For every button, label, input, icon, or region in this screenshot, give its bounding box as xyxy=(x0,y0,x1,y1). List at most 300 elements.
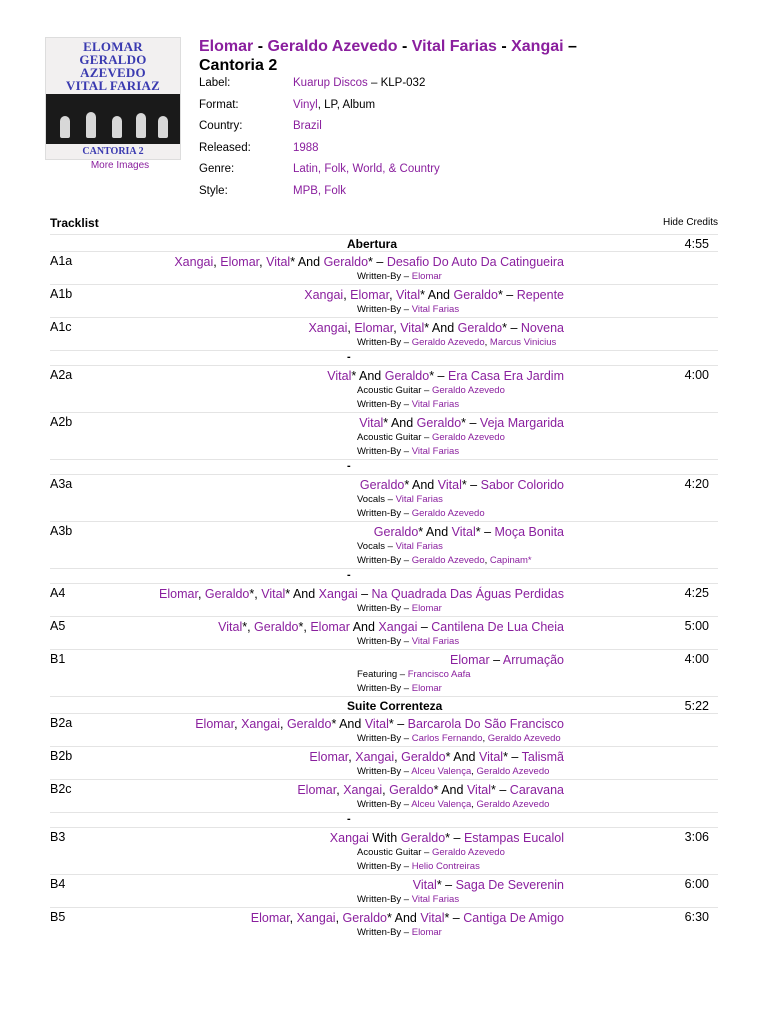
track-artists-title xyxy=(92,586,564,602)
track-credit xyxy=(357,493,718,507)
text: With xyxy=(368,831,401,845)
link[interactable]: Vital xyxy=(420,911,445,925)
credit-role: Written-By – xyxy=(357,603,412,614)
text: * – xyxy=(491,783,510,797)
link[interactable]: Elomar xyxy=(354,321,394,335)
track-position: B2a xyxy=(50,716,73,730)
more-images-link[interactable]: More Images xyxy=(90,160,150,171)
text: * And xyxy=(387,911,421,925)
credit-role: Acoustic Guitar – xyxy=(357,847,432,858)
detail-label: Country: xyxy=(199,120,243,133)
credit-role: Written-By – xyxy=(357,683,412,694)
link[interactable]: Geraldo xyxy=(400,831,446,845)
link[interactable]: MPB, Folk xyxy=(293,184,347,197)
track-artists-title xyxy=(92,877,564,893)
track-credit xyxy=(357,303,718,317)
text: , xyxy=(280,717,287,731)
text: * – xyxy=(475,525,495,539)
track-row xyxy=(50,251,718,284)
link[interactable]: Veja Margarida xyxy=(479,416,564,430)
detail-label: Format: xyxy=(199,98,239,111)
track-position: A5 xyxy=(50,619,66,633)
credit-name-link[interactable]: Francisco Aafa xyxy=(407,669,471,680)
link[interactable]: Elomar xyxy=(195,717,235,731)
link[interactable]: Xangai xyxy=(296,911,336,925)
track-row xyxy=(50,474,718,521)
detail-row xyxy=(199,142,440,164)
link[interactable]: Era Casa Era Jardim xyxy=(447,369,564,383)
release-details xyxy=(199,77,440,207)
credit-name-link[interactable]: Vital Farias xyxy=(395,541,443,552)
track-artists-title xyxy=(92,287,564,303)
title-separator: - xyxy=(253,38,268,55)
text: – xyxy=(417,620,432,634)
text: , xyxy=(343,288,351,302)
track-position: A1c xyxy=(50,320,72,334)
text: , xyxy=(234,717,242,731)
track-row xyxy=(50,284,718,317)
credit-role: Written-By – xyxy=(357,799,412,810)
track-credit xyxy=(357,732,718,746)
track-duration: 5:22 xyxy=(684,699,709,713)
track-artists-title xyxy=(92,477,564,493)
heading-title: - xyxy=(347,813,351,825)
credit-name-link[interactable]: Vital Farias xyxy=(411,894,460,905)
link[interactable]: Vital xyxy=(400,321,425,335)
track-duration: 4:25 xyxy=(684,586,709,600)
track-artists-title xyxy=(92,782,564,798)
text: * And xyxy=(433,783,467,797)
track-row xyxy=(50,412,718,459)
track-row xyxy=(50,583,718,616)
text: * – xyxy=(461,416,480,430)
link[interactable]: Novena xyxy=(520,321,564,335)
link[interactable]: Elomar xyxy=(350,288,390,302)
track-credit xyxy=(357,765,718,779)
track-credit xyxy=(357,540,718,554)
track-credit xyxy=(357,445,718,459)
link[interactable]: Elomar xyxy=(310,620,350,634)
detail-value xyxy=(293,77,425,99)
text: * – xyxy=(444,911,464,925)
link[interactable]: Xangai xyxy=(174,255,214,269)
track-credit xyxy=(357,860,718,874)
text: * And xyxy=(404,478,438,492)
text: * And xyxy=(351,369,385,383)
text: * And xyxy=(331,717,365,731)
index-track-heading xyxy=(50,696,718,713)
track-position: B1 xyxy=(50,652,66,666)
heading-title: - xyxy=(347,351,351,363)
detail-label: Style: xyxy=(199,184,228,197)
track-duration: 3:06 xyxy=(684,830,709,844)
tracklist xyxy=(50,234,718,940)
link[interactable]: Geraldo xyxy=(373,525,419,539)
text: , xyxy=(335,911,343,925)
heading-title: Abertura xyxy=(347,237,398,251)
link[interactable]: Xangai xyxy=(343,783,383,797)
credit-name-link[interactable]: Geraldo Azevedo xyxy=(476,799,550,810)
index-spacer xyxy=(50,350,718,365)
credit-name-link[interactable]: Vital Farias xyxy=(411,446,460,457)
text: , xyxy=(213,255,221,269)
credit-role: Written-By – xyxy=(357,304,412,315)
link[interactable]: Geraldo xyxy=(359,478,405,492)
credit-role: Written-By – xyxy=(357,446,412,457)
link[interactable]: Vinyl xyxy=(293,98,318,111)
credit-name-link[interactable]: Vital Farias xyxy=(411,636,460,647)
track-credit xyxy=(357,507,718,521)
link[interactable]: Cantilena De Lua Cheia xyxy=(431,620,564,634)
track-artists-title xyxy=(92,619,564,635)
link[interactable]: Geraldo xyxy=(384,369,430,383)
link[interactable]: Caravana xyxy=(509,783,564,797)
link[interactable]: Geraldo xyxy=(389,783,434,797)
text: * – xyxy=(503,750,522,764)
link[interactable]: Vital xyxy=(218,620,243,634)
text: * – xyxy=(368,255,387,269)
link[interactable]: Geraldo xyxy=(204,587,250,601)
credit-role: Written-By – xyxy=(357,766,412,777)
link[interactable]: Vital xyxy=(266,255,291,269)
text: , xyxy=(382,783,390,797)
credit-role: Written-By – xyxy=(357,894,412,905)
link[interactable]: Geraldo xyxy=(286,717,332,731)
link[interactable]: Brazil xyxy=(293,120,322,133)
track-position: A2a xyxy=(50,368,73,382)
link[interactable]: Repente xyxy=(516,288,564,302)
track-duration: 6:30 xyxy=(684,910,709,924)
link[interactable]: Barcarola Do São Francisco xyxy=(407,717,564,731)
album-cover-image[interactable] xyxy=(45,37,181,160)
track-credit xyxy=(357,398,718,412)
track-row xyxy=(50,827,718,874)
link[interactable]: Elomar xyxy=(159,587,198,601)
link[interactable]: Latin, Folk, World, & Country xyxy=(293,163,440,176)
credit-role: Written-By – xyxy=(357,733,412,744)
link[interactable]: Vital xyxy=(261,587,286,601)
track-credit xyxy=(357,635,718,649)
link[interactable]: Xangai xyxy=(355,750,395,764)
track-duration: 4:20 xyxy=(684,477,709,491)
title-artists xyxy=(199,38,564,55)
cover-name-line: GERALDO AZEVEDO xyxy=(79,52,147,80)
track-credit xyxy=(357,270,718,284)
link[interactable]: Geraldo xyxy=(401,750,446,764)
credit-role: Acoustic Guitar – xyxy=(357,432,432,443)
track-row xyxy=(50,521,718,568)
text: * And xyxy=(285,587,319,601)
link[interactable]: Xangai xyxy=(241,717,280,731)
track-artists-title xyxy=(92,320,564,336)
text: – xyxy=(489,653,503,667)
detail-label: Genre: xyxy=(199,163,235,176)
track-row xyxy=(50,874,718,907)
track-position: A2b xyxy=(50,415,73,429)
detail-row xyxy=(199,185,440,207)
text: * And xyxy=(383,416,417,430)
track-position: A4 xyxy=(50,586,66,600)
track-row xyxy=(50,649,718,696)
detail-label: Label: xyxy=(199,77,231,89)
credit-name-link[interactable]: Geraldo Azevedo xyxy=(487,733,561,744)
tracklist-title: Tracklist xyxy=(50,216,99,230)
index-spacer xyxy=(50,568,718,583)
link[interactable]: Geraldo xyxy=(342,911,387,925)
link[interactable]: Vital xyxy=(412,878,437,892)
credit-name-link[interactable]: Carlos Fernando xyxy=(411,733,483,744)
release-title: Elomar - Geraldo Azevedo - Vital Farias - Xangai – Cantoria 2 xyxy=(199,38,577,74)
credit-name-link[interactable]: Elomar xyxy=(411,271,442,282)
track-duration: 4:00 xyxy=(684,652,709,666)
credit-name-link[interactable]: Geraldo Azevedo xyxy=(431,847,505,858)
credit-name-link[interactable]: Geraldo Azevedo xyxy=(476,766,550,777)
credit-name-link[interactable]: Alceu Valença xyxy=(411,766,472,777)
track-artists-title xyxy=(92,910,564,926)
credit-role: Written-By – xyxy=(357,927,412,938)
link[interactable]: Elomar xyxy=(297,783,337,797)
tracklist-header xyxy=(50,216,718,234)
link[interactable]: Vital xyxy=(478,750,504,764)
track-credit xyxy=(357,846,718,860)
credit-separator: , xyxy=(484,337,490,348)
track-artists-title xyxy=(92,830,564,846)
hide-credits-button[interactable]: Hide Credits xyxy=(662,217,718,228)
track-position: B4 xyxy=(50,877,66,891)
index-track-heading xyxy=(50,234,718,251)
cover-subtitle: CANTORIA 2 xyxy=(82,146,144,157)
link[interactable]: Arrumação xyxy=(502,653,564,667)
link[interactable]: Geraldo xyxy=(453,288,498,302)
track-row xyxy=(50,713,718,746)
text: * And xyxy=(445,750,479,764)
track-credit xyxy=(357,384,718,398)
link[interactable]: Xangai xyxy=(308,321,348,335)
text: * And xyxy=(424,321,458,335)
credit-separator: , xyxy=(482,733,488,744)
text: , xyxy=(348,750,356,764)
detail-row xyxy=(199,99,440,121)
track-artists-title xyxy=(92,415,564,431)
link[interactable]: Elomar xyxy=(220,255,260,269)
text: *, xyxy=(249,587,262,601)
track-duration: 4:55 xyxy=(684,237,709,251)
text: , xyxy=(259,255,267,269)
credit-separator: , xyxy=(484,555,490,566)
text: *, xyxy=(298,620,311,634)
heading-title: Suite Correnteza xyxy=(347,699,443,713)
text: * – xyxy=(461,478,481,492)
text: * – xyxy=(388,717,408,731)
credit-name-link[interactable]: Elomar xyxy=(411,927,442,938)
detail-value xyxy=(293,163,440,185)
track-position: B2b xyxy=(50,749,73,763)
credit-separator: , xyxy=(471,799,477,810)
track-row xyxy=(50,907,718,940)
credit-separator: , xyxy=(471,766,477,777)
track-row xyxy=(50,746,718,779)
detail-label: Released: xyxy=(199,141,251,154)
detail-value xyxy=(293,142,319,164)
credit-role: Featuring – xyxy=(357,669,408,680)
title-artist-link[interactable]: Geraldo Azevedo xyxy=(267,38,398,55)
text: , xyxy=(197,587,205,601)
credit-name-link[interactable]: Vital Farias xyxy=(395,494,443,505)
credit-name-link[interactable]: Elomar xyxy=(411,603,442,614)
link[interactable]: Elomar xyxy=(250,911,290,925)
link[interactable]: Geraldo xyxy=(254,620,299,634)
index-spacer xyxy=(50,459,718,474)
link[interactable]: Xangai xyxy=(329,831,369,845)
track-credit xyxy=(357,926,718,940)
link[interactable]: Vital xyxy=(364,717,389,731)
text: – xyxy=(357,587,372,601)
link[interactable]: Geraldo xyxy=(457,321,503,335)
credit-role: Vocals – xyxy=(357,541,396,552)
credit-name-link[interactable]: Helio Contreiras xyxy=(411,861,480,872)
text: – KLP-032 xyxy=(367,77,426,89)
track-row xyxy=(50,365,718,412)
detail-row xyxy=(199,120,440,142)
detail-row xyxy=(199,163,440,185)
credit-name-link[interactable]: Marcus Vinicius xyxy=(489,337,557,348)
link[interactable]: Cantiga De Amigo xyxy=(463,911,564,925)
text: * And xyxy=(420,288,454,302)
text: * – xyxy=(436,878,456,892)
credit-name-link[interactable]: Geraldo Azevedo xyxy=(411,337,485,348)
track-duration: 6:00 xyxy=(684,877,709,891)
link[interactable]: Xangai xyxy=(378,620,418,634)
text: , LP, Album xyxy=(317,98,376,111)
link[interactable]: Moça Bonita xyxy=(494,525,564,539)
link[interactable]: Vital xyxy=(327,369,352,383)
track-position: B5 xyxy=(50,910,66,924)
credit-name-link[interactable]: Vital Farias xyxy=(411,399,460,410)
track-credit xyxy=(357,893,718,907)
detail-value xyxy=(293,99,375,121)
credit-name-link[interactable]: Vital Farias xyxy=(411,304,460,315)
track-artists-title xyxy=(92,749,564,765)
text: * – xyxy=(502,321,521,335)
track-duration: 4:00 xyxy=(684,368,709,382)
link[interactable]: Estampas Eucalol xyxy=(463,831,564,845)
link[interactable]: Geraldo xyxy=(323,255,369,269)
release-name: Cantoria 2 xyxy=(199,57,278,74)
track-row xyxy=(50,616,718,649)
link[interactable]: Sabor Colorido xyxy=(480,478,564,492)
link[interactable]: Geraldo xyxy=(416,416,462,430)
track-credit xyxy=(357,602,718,616)
link[interactable]: Desafio Do Auto Da Catingueira xyxy=(386,255,564,269)
track-duration: 5:00 xyxy=(684,619,709,633)
text: , xyxy=(389,288,397,302)
credit-role: Written-By – xyxy=(357,399,412,410)
title-artist-link[interactable]: Vital Farias xyxy=(411,38,497,55)
detail-value xyxy=(293,120,322,142)
track-position: A1a xyxy=(50,254,73,268)
track-position: B2c xyxy=(50,782,72,796)
link[interactable]: Vital xyxy=(437,478,462,492)
link[interactable]: Kuarup Discos xyxy=(293,77,368,89)
text: *, xyxy=(242,620,255,634)
text: * And xyxy=(290,255,324,269)
text: And xyxy=(349,620,379,634)
credit-role: Written-By – xyxy=(357,861,412,872)
credit-role: Vocals – xyxy=(357,494,396,505)
track-credit xyxy=(357,668,718,682)
track-row xyxy=(50,317,718,350)
link[interactable]: Elomar xyxy=(450,653,490,667)
index-spacer xyxy=(50,812,718,827)
text: * – xyxy=(429,369,448,383)
text: , xyxy=(289,911,297,925)
track-row xyxy=(50,779,718,812)
text: , xyxy=(393,321,401,335)
track-artists-title xyxy=(92,254,564,270)
track-position: A3b xyxy=(50,524,73,538)
heading-title: - xyxy=(347,460,351,472)
track-credit xyxy=(357,554,718,568)
track-artists-title xyxy=(92,716,564,732)
track-position: A3a xyxy=(50,477,73,491)
text: , xyxy=(347,321,355,335)
link[interactable]: Na Quadrada Das Águas Perdidas xyxy=(371,587,564,601)
credit-role: Written-By – xyxy=(357,271,412,282)
title-artist-link[interactable]: Elomar xyxy=(199,38,254,55)
link[interactable]: Saga De Severenin xyxy=(455,878,564,892)
track-artists-title xyxy=(92,524,564,540)
link[interactable]: Vital xyxy=(451,525,476,539)
title-separator: - xyxy=(397,38,412,55)
link[interactable]: Vital xyxy=(359,416,384,430)
text: , xyxy=(336,783,344,797)
track-credit xyxy=(357,682,718,696)
credit-role: Acoustic Guitar – xyxy=(357,385,432,396)
text: * And xyxy=(418,525,452,539)
link[interactable]: Xangai xyxy=(318,587,358,601)
track-artists-title xyxy=(92,368,564,384)
text: , xyxy=(394,750,402,764)
text: * – xyxy=(445,831,464,845)
text: * – xyxy=(497,288,517,302)
credit-name-link[interactable]: Elomar xyxy=(411,683,442,694)
credit-name-link[interactable]: Geraldo Azevedo xyxy=(431,385,505,396)
cover-name-line: ELOMAR xyxy=(83,39,143,54)
credit-name-link[interactable]: Alceu Valença xyxy=(411,799,472,810)
cover-photo xyxy=(46,94,180,144)
title-artist-link[interactable]: Xangai xyxy=(511,38,564,55)
credit-role: Written-By – xyxy=(357,636,412,647)
link[interactable]: Vital xyxy=(396,288,421,302)
detail-row xyxy=(199,77,440,99)
credit-role: Written-By – xyxy=(357,508,412,519)
heading-title: - xyxy=(347,569,351,581)
link[interactable]: Xangai xyxy=(304,288,344,302)
credit-name-link[interactable]: Capinam* xyxy=(489,555,532,566)
track-position: A1b xyxy=(50,287,73,301)
credit-name-link[interactable]: Geraldo Azevedo xyxy=(411,508,485,519)
link[interactable]: Vital xyxy=(466,783,492,797)
credit-name-link[interactable]: Geraldo Azevedo xyxy=(431,432,505,443)
detail-value xyxy=(293,185,346,207)
link[interactable]: Elomar xyxy=(309,750,349,764)
link[interactable]: 1988 xyxy=(293,141,319,154)
link[interactable]: Talismã xyxy=(521,750,564,764)
credit-role: Written-By – xyxy=(357,555,412,566)
title-separator: - xyxy=(496,38,512,55)
credit-name-link[interactable]: Geraldo Azevedo xyxy=(411,555,485,566)
cover-name-line: VITAL FARIAZ xyxy=(65,78,161,93)
